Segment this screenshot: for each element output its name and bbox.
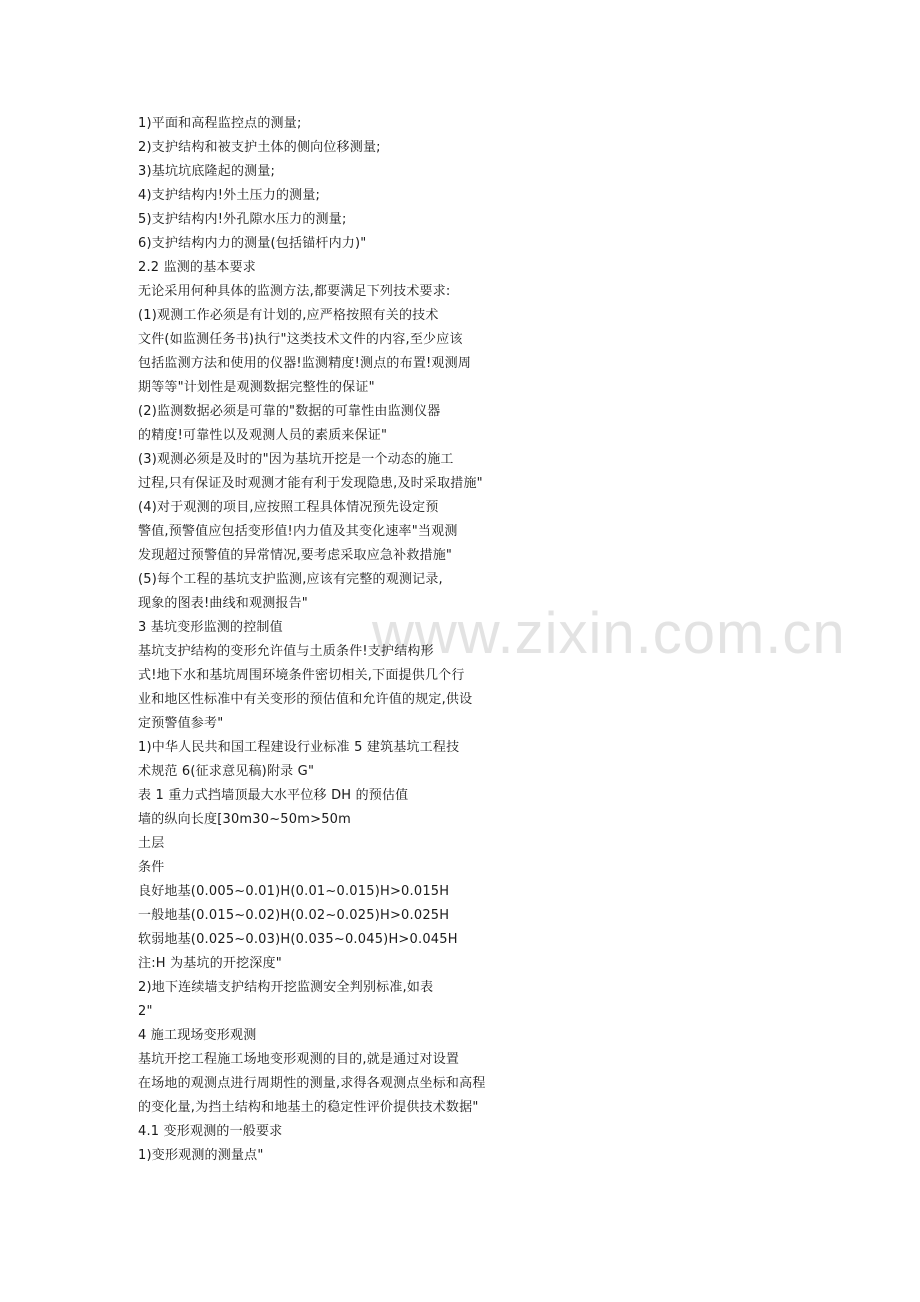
text-line: 发现超过预警值的异常情况,要考虑采取应急补救措施"	[138, 548, 453, 563]
section-heading: 3 基坑变形监测的控制值	[138, 620, 283, 635]
table-row: 良好地基(0.005~0.01)H(0.01~0.015)H>0.015H	[138, 884, 450, 899]
text-line: 1)平面和高程监控点的测量;	[138, 116, 302, 131]
text-line: 文件(如监测任务书)执行"这类技术文件的内容,至少应该	[138, 332, 463, 347]
text-line: 5)支护结构内!外孔隙水压力的测量;	[138, 212, 347, 227]
text-line: 过程,只有保证及时观测才能有利于发现隐患,及时采取措施"	[138, 476, 483, 491]
text-line: 警值,预警值应包括变形值!内力值及其变化速率"当观测	[138, 524, 458, 539]
text-line: 在场地的观测点进行周期性的测量,求得各观测点坐标和高程	[138, 1076, 486, 1091]
text-line: (2)监测数据必须是可靠的"数据的可靠性由监测仪器	[138, 404, 441, 419]
text-line: 式!地下水和基坑周围环境条件密切相关,下面提供几个行	[138, 668, 465, 683]
table-row: 土层	[138, 836, 165, 851]
text-line: 现象的图表!曲线和观测报告"	[138, 596, 308, 611]
text-line: 2"	[138, 1004, 153, 1019]
table-note: 注:H 为基坑的开挖深度"	[138, 956, 282, 971]
text-line: (3)观测必须是及时的"因为基坑开挖是一个动态的施工	[138, 452, 454, 467]
table-row: 条件	[138, 860, 165, 875]
text-line: 基坑支护结构的变形允许值与土质条件!支护结构形	[138, 644, 434, 659]
text-line: 的精度!可靠性以及观测人员的素质来保证"	[138, 428, 388, 443]
section-heading: 4 施工现场变形观测	[138, 1028, 257, 1043]
text-line: 1)中华人民共和国工程建设行业标准 5 建筑基坑工程技	[138, 740, 460, 755]
text-line: 6)支护结构内力的测量(包括锚杆内力)"	[138, 236, 367, 251]
text-line: 1)变形观测的测量点"	[138, 1148, 264, 1163]
text-line: 4)支护结构内!外土压力的测量;	[138, 188, 321, 203]
section-heading: 4.1 变形观测的一般要求	[138, 1124, 283, 1139]
text-line: 术规范 6(征求意见稿)附录 G"	[138, 764, 315, 779]
table-row: 一般地基(0.015~0.02)H(0.02~0.025)H>0.025H	[138, 908, 450, 923]
text-line: 3)基坑坑底隆起的测量;	[138, 164, 276, 179]
text-line: 业和地区性标准中有关变形的预估值和允许值的规定,供设	[138, 692, 473, 707]
table-row: 软弱地基(0.025~0.03)H(0.035~0.045)H>0.045H	[138, 932, 458, 947]
section-heading: 2.2 监测的基本要求	[138, 260, 257, 275]
text-line: 2)地下连续墙支护结构开挖监测安全判别标准,如表	[138, 980, 434, 995]
text-line: 基坑开挖工程施工场地变形观测的目的,就是通过对设置	[138, 1052, 460, 1067]
text-line: 无论采用何种具体的监测方法,都要满足下列技术要求:	[138, 284, 451, 299]
text-line: 包括监测方法和使用的仪器!监测精度!测点的布置!观测周	[138, 356, 472, 371]
text-line: 的变化量,为挡土结构和地基土的稳定性评价提供技术数据"	[138, 1100, 479, 1115]
watermark: www.zixin.com.cn	[372, 601, 846, 666]
text-line: 期等等"计划性是观测数据完整性的保证"	[138, 380, 375, 395]
table-caption: 表 1 重力式挡墙顶最大水平位移 DH 的预估值	[138, 788, 409, 803]
text-line: (4)对于观测的项目,应按照工程具体情况预先设定预	[138, 500, 439, 515]
table-row: 墙的纵向长度[30m30~50m>50m	[138, 812, 352, 827]
document-body	[138, 112, 838, 1168]
text-line: 定预警值参考"	[138, 716, 224, 731]
text-line: (5)每个工程的基坑支护监测,应该有完整的观测记录,	[138, 572, 443, 587]
text-line: (1)观测工作必须是有计划的,应严格按照有关的技术	[138, 308, 439, 323]
text-line: 2)支护结构和被支护土体的侧向位移测量;	[138, 140, 381, 155]
